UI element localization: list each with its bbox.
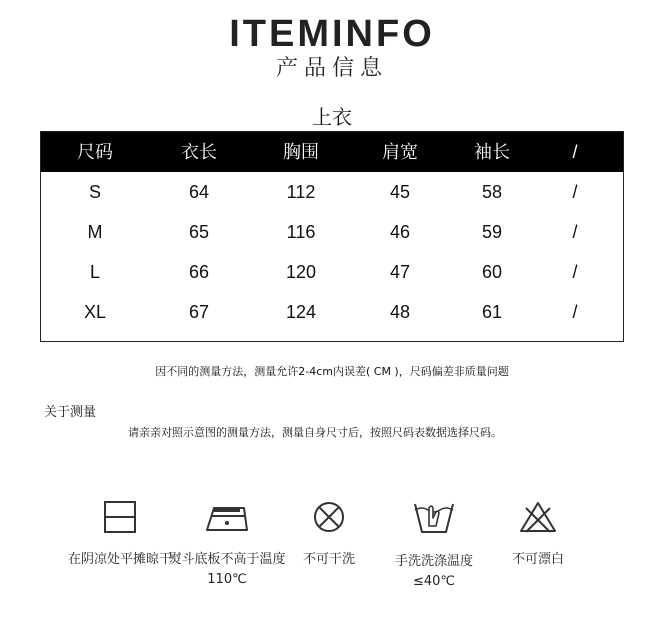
table-cell: 46 [389, 222, 411, 242]
measure-text: 请亲亲对照示意图的测量方法，测量自身尺寸后，按照尺码表数据选择尺码。 [128, 426, 502, 439]
table-cell: 64 [188, 182, 210, 202]
table-cell: L [89, 262, 100, 282]
column-header-size: 尺码 [77, 142, 113, 162]
table-row [41, 172, 623, 212]
table-cell: / [572, 222, 578, 242]
column-header-length: 衣长 [181, 142, 217, 162]
iron-icon [204, 500, 250, 534]
table-header-row [41, 132, 623, 172]
column-header-chest: 胸围 [283, 142, 319, 162]
table-cell: XL [83, 302, 107, 322]
care-item [479, 500, 597, 570]
table-row [41, 252, 623, 292]
care-item [270, 500, 388, 570]
table-cell: S [88, 182, 101, 202]
table-cell: 58 [481, 182, 503, 202]
no-bleach-icon [518, 500, 558, 534]
table-cell: 47 [389, 262, 411, 282]
table-cell: M [87, 222, 103, 242]
column-header-extra: / [572, 142, 578, 162]
table-row [41, 212, 623, 252]
table-cell: 67 [188, 302, 210, 322]
column-header-shoulder: 肩宽 [382, 142, 418, 162]
table-cell: / [572, 182, 578, 202]
column-header-sleeve: 袖长 [474, 142, 510, 162]
care-item [61, 500, 179, 570]
table-cell: 45 [389, 182, 411, 202]
care-label: 不可干洗 [302, 552, 355, 567]
hand-wash-icon [412, 500, 456, 536]
care-label: 不可漂白 [511, 552, 564, 567]
table-cell: 124 [285, 302, 317, 322]
care-item [168, 500, 286, 590]
table-cell: / [572, 302, 578, 322]
care-item [375, 500, 493, 592]
table-cell: 112 [286, 182, 316, 202]
table-row [41, 292, 623, 332]
table-cell: 66 [188, 262, 210, 282]
measurement-note: 因不同的测量方法，测量允许2-4cm内误差( CM )，尺码偏差非质量问题 [155, 365, 509, 378]
measure-title: 关于测量 [44, 405, 97, 420]
table-cell: 59 [481, 222, 503, 242]
table-cell: / [572, 262, 578, 282]
table-cell: 48 [389, 302, 411, 322]
size-table [40, 131, 624, 342]
dry-flat-icon [103, 500, 137, 534]
header-title: ITEMINFO [229, 13, 435, 55]
care-label: 手洗洗涤温度≤40℃ [394, 554, 473, 589]
table-cell: 60 [481, 262, 503, 282]
table-cell: 116 [286, 222, 316, 242]
no-dry-clean-icon [312, 500, 346, 534]
table-cell: 65 [188, 222, 210, 242]
table-cell: 61 [481, 302, 503, 322]
care-label: 在阴凉处平摊晾干 [67, 552, 172, 567]
care-label: 熨斗底板不高于温度110℃ [168, 552, 286, 587]
header-subtitle: 产品信息 [275, 56, 388, 81]
table-caption: 上衣 [312, 105, 352, 129]
table-cell: 120 [285, 262, 317, 282]
